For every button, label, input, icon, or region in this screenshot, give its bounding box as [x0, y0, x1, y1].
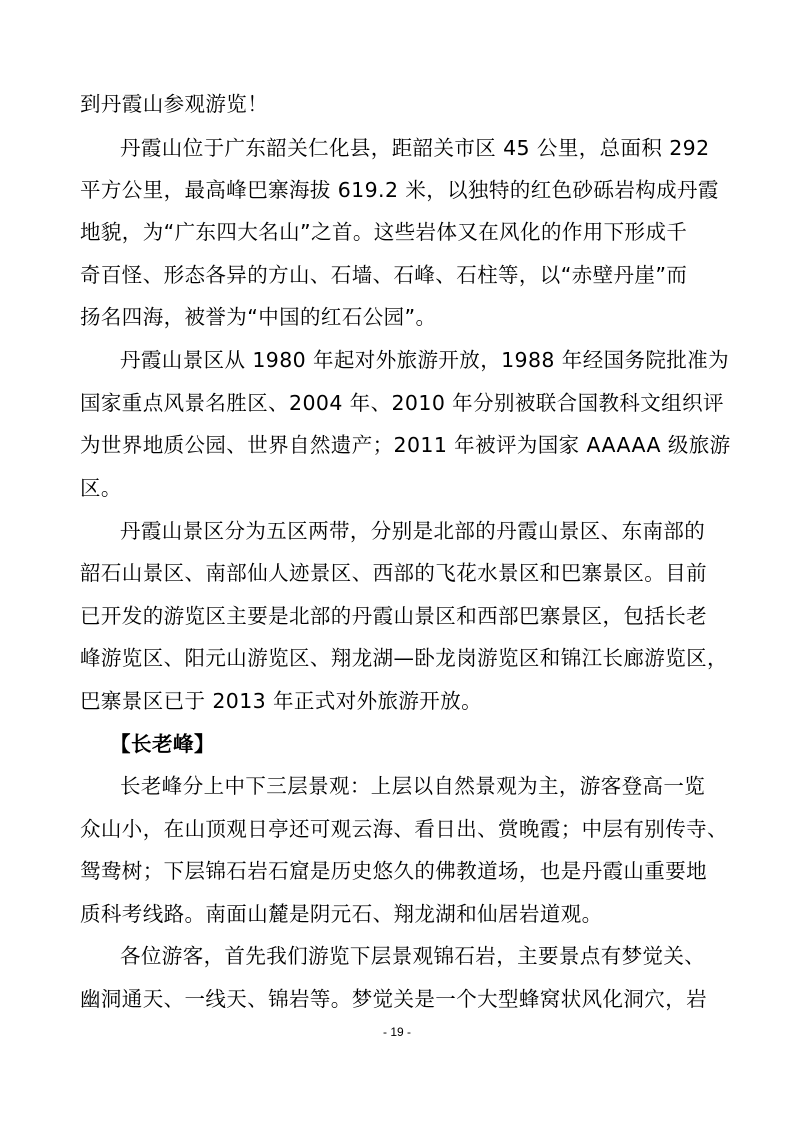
text-line: 峰游览区、阳元山游览区、翔龙湖—卧龙岗游览区和锦江长廊游览区， — [80, 646, 728, 670]
text-line: 幽洞通天、一线天、锦岩等。梦觉关是一个大型蜂窝状风化洞穴，岩 — [80, 987, 707, 1011]
paragraph-first-line: 丹霞山景区分为五区两带，分别是北部的丹霞山景区、东南部的 — [120, 519, 706, 543]
paragraph-first-line: 长老峰分上中下三层景观：上层以自然景观为主，游客登高一览 — [120, 774, 706, 798]
text-line: 地貌，为“广东四大名山”之首。这些岩体又在风化的作用下形成千 — [80, 220, 688, 244]
text-line: 巴寨景区已于 2013 年正式对外旅游开放。 — [80, 689, 483, 713]
text-line: 奇百怪、形态各异的方山、石墙、石峰、石柱等，以“赤壁丹崖”而 — [80, 263, 688, 287]
text-line: 扬名四海，被誉为“中国的红石公园”。 — [80, 305, 437, 329]
text-line: 韶石山景区、南部仙人迹景区、西部的飞花水景区和巴寨景区。目前 — [80, 561, 707, 585]
paragraph-first-line: 各位游客，首先我们游览下层景观锦石岩，主要景点有梦觉关、 — [120, 944, 706, 968]
text-line: 为世界地质公园、世界自然遗产；2011 年被评为国家 AAAAA 级旅游 — [80, 433, 731, 457]
text-line: 到丹霞山参观游览！ — [80, 92, 269, 116]
page-number: - 19 - — [382, 1025, 411, 1039]
text-line: 众山小，在山顶观日亭还可观云海、看日出、赏晚霞；中层有别传寺、 — [80, 817, 728, 841]
text-line: 已开发的游览区主要是北部的丹霞山景区和西部巴寨景区，包括长老 — [80, 604, 707, 628]
text-line: 鸳鸯树；下层锦石岩石窟是历史悠久的佛教道场，也是丹霞山重要地 — [80, 859, 707, 883]
text-line: 区。 — [80, 476, 122, 500]
section-heading: 【长老峰】 — [110, 732, 215, 756]
paragraph-first-line: 丹霞山景区从 1980 年起对外旅游开放，1988 年经国务院批准为 — [120, 348, 729, 372]
text-line: 平方公里，最高峰巴寨海拔 619.2 米，以独特的红色砂砾岩构成丹霞 — [80, 178, 719, 202]
text-line: 国家重点风景名胜区、2004 年、2010 年分别被联合国教科文组织评 — [80, 391, 724, 415]
paragraph-first-line: 丹霞山位于广东韶关仁化县，距韶关市区 45 公里，总面积 292 — [120, 136, 710, 160]
text-line: 质科考线路。南面山麓是阴元石、翔龙湖和仙居岩道观。 — [80, 902, 603, 926]
